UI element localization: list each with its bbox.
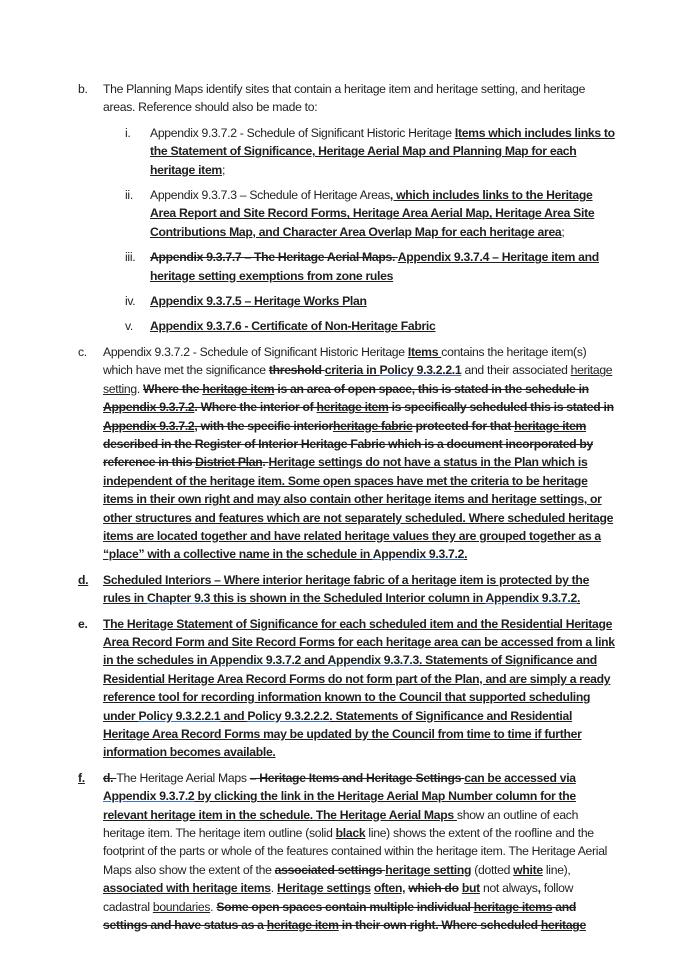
text-run: The Planning Maps identify sites that contain a heritage item and heritage setting, and heritage areas. Reference should also be made to: xyxy=(103,82,586,115)
text-run: The Heritage Statement of Significance for each scheduled item and the Residential Heritage Area Record Form and Site Record Forms for each heritage area can be accessed from a link in the schedules in xyxy=(103,616,615,668)
text-run: Policy 9.3.2.2.1 xyxy=(138,708,221,723)
list-marker-i: i. xyxy=(125,125,131,140)
list-marker-c: c. xyxy=(78,344,87,359)
text-run: line) shows the extent of the roofline and the footprint of the parts or whole of the features contained within the heritage item. The Heritage Aerial Maps also show the extent of the xyxy=(103,826,608,877)
text-run: heritage item xyxy=(202,381,275,396)
text-run: , with the specific interior xyxy=(194,418,333,433)
text-run: . xyxy=(270,881,277,896)
text-run: heritage fabric xyxy=(332,418,413,433)
text-run: Appendix 9.3.7.6 - Certificate of Non-Heritage Fabric xyxy=(150,319,436,334)
paragraph-text-b xyxy=(103,80,615,117)
paragraph-text-iv xyxy=(150,292,615,310)
text-run: heritage setting xyxy=(385,862,472,877)
text-run: and xyxy=(301,653,328,668)
paragraph-iv xyxy=(125,292,615,310)
text-run: associated with heritage items xyxy=(103,881,271,896)
document-body xyxy=(78,80,615,934)
text-run: . Where the interior of xyxy=(194,400,317,415)
text-run: and xyxy=(220,708,248,723)
text-run: Appendix 9.3.7.3 xyxy=(327,653,419,668)
paragraph-text-v xyxy=(150,317,615,335)
paragraph-text-f xyxy=(103,769,615,935)
paragraph-text-ii xyxy=(150,186,615,241)
text-run: but xyxy=(461,881,480,896)
text-run: Appendix 9.3.7.2 xyxy=(103,400,195,415)
text-run: . xyxy=(136,381,143,396)
text-run: criteria in xyxy=(324,363,380,378)
text-run: Policy 9.3.2.2.2 xyxy=(247,708,330,723)
text-run: Appendix 9.3.7.2 xyxy=(372,547,465,562)
text-run: ; xyxy=(221,162,226,177)
text-run: heritage setting xyxy=(103,363,613,396)
text-run: is an area of open space, this is stated in the schedule in xyxy=(274,381,589,396)
paragraph-e xyxy=(78,615,615,762)
text-run: white xyxy=(513,862,543,877)
text-run: (dotted xyxy=(471,862,514,877)
text-run: ; xyxy=(561,224,565,239)
list-marker-d: d. xyxy=(78,572,89,587)
text-run: . xyxy=(464,547,468,562)
text-run: boundaries xyxy=(152,899,211,914)
list-marker-ii: ii. xyxy=(125,188,133,203)
text-run: often, xyxy=(373,881,406,896)
list-marker-b: b. xyxy=(78,82,88,96)
text-run: show an outline of each heritage item. The heritage item outline (solid xyxy=(103,807,579,841)
text-run: . xyxy=(576,591,581,606)
paragraph-b xyxy=(78,80,615,117)
text-run: . Statements of Significance and Residential Heritage Area Record Forms do not form part of the Plan, and are simply a ready reference tool for recording information known to the Council that supported scheduling under xyxy=(103,653,611,723)
text-run: heritage item xyxy=(266,918,339,933)
text-run: Appendix 9.3.7.2 xyxy=(103,789,195,804)
text-run: heritage item xyxy=(514,418,587,433)
list-marker-f: f. xyxy=(78,770,85,785)
text-run: heritage xyxy=(540,918,586,933)
text-run: line), xyxy=(542,862,571,877)
text-run: . Statements of Significance and Residential Heritage Area Record Forms may be updated by the Council from time to time if further information becomes available. xyxy=(103,708,582,760)
paragraph-v xyxy=(125,317,615,335)
text-run: Appendix 9.3.7.2 xyxy=(103,418,195,433)
text-run: Appendix 9.3.7.2 - Schedule of Significant Historic Heritage xyxy=(150,125,455,140)
list-marker-v: v. xyxy=(125,319,133,334)
text-run: , which includes links to the Heritage Area Report and Site Record Forms, Heritage Area Aerial Map, Heritage Area Site Contributions Map, and Character Area Overlap Map for each heritage area xyxy=(150,188,595,239)
text-run: Appendix 9.3.7.2 - Schedule of Significant Historic Heritage xyxy=(103,344,408,359)
text-run: in their own right. Where scheduled xyxy=(338,918,541,933)
text-run: Items xyxy=(407,344,442,359)
paragraph-text-i xyxy=(150,124,615,179)
text-run: Heritage settings xyxy=(276,881,371,896)
text-run: Heritage settings do not have a status in the Plan which is independent of the heritage item. Some open spaces have met the criteria to be heritage items in their own right and may also contain other heritage items and heritage settings, or other structures and features which are not separately scheduled. Where scheduled heritage items are located together and have related heritage values they are grouped together as a “place” with a collective name in the schedule in xyxy=(103,455,614,562)
text-run: not always xyxy=(479,881,538,896)
text-run: . xyxy=(210,899,217,914)
paragraph-i xyxy=(125,124,615,179)
text-run: – Heritage Items and Heritage Settings xyxy=(249,770,465,785)
text-run: Appendix 9.3.7.3 – Schedule of Heritage Areas xyxy=(150,188,390,203)
paragraph-f xyxy=(78,769,615,935)
text-run: Where the xyxy=(143,381,203,396)
text-run: Chapter 9.3 xyxy=(147,591,211,606)
paragraph-text-d xyxy=(103,571,615,608)
text-run: Appendix 9.3.7.2 xyxy=(485,591,577,606)
text-run: heritage item xyxy=(316,400,389,415)
text-run: . xyxy=(262,455,269,470)
text-run: Some open spaces contain multiple individual xyxy=(216,899,474,914)
text-run: Appendix 9.3.7.4 – Heritage item and heritage setting exemptions from zone rules xyxy=(150,250,599,283)
text-run: is specifically scheduled this is stated in xyxy=(388,400,614,415)
text-run: follow cadastral xyxy=(103,881,574,914)
text-run: can be accessed via xyxy=(464,770,576,785)
text-run: Appendix 9.3.7.2 xyxy=(209,653,302,668)
text-run: described in the Register of Interior Heritage Fabric which is a document incorporated by reference in this xyxy=(103,436,594,470)
text-run: associated settings xyxy=(274,862,386,877)
paragraph-text-e xyxy=(103,615,615,762)
paragraph-text-iii xyxy=(150,248,615,285)
text-run: black xyxy=(335,826,366,841)
text-run: heritage items xyxy=(473,899,553,914)
text-run: d. xyxy=(103,770,117,785)
text-run: and their associated xyxy=(461,363,571,378)
text-run: The Heritage Aerial Maps xyxy=(116,770,250,785)
text-run: District Plan xyxy=(195,455,263,470)
text-run: which do xyxy=(408,881,459,896)
text-run: contains the heritage item(s) which have met the significance xyxy=(103,344,587,378)
text-run: threshold xyxy=(268,363,325,378)
list-marker-e: e. xyxy=(78,616,88,631)
text-run: Scheduled Interiors – Where interior heritage fabric of a heritage item is protected by the rules in xyxy=(103,572,590,606)
paragraph-iii xyxy=(125,248,615,285)
paragraph-d xyxy=(78,571,615,608)
list-marker-iv: iv. xyxy=(125,294,136,309)
text-run: Appendix 9.3.7.7 – The Heritage Aerial Maps. xyxy=(150,250,398,265)
paragraph-text-c xyxy=(103,343,615,564)
text-run: Policy 9.3.2.2.1 xyxy=(379,363,462,378)
text-run: this is shown in the Scheduled Interior column in xyxy=(210,591,486,606)
text-run: and settings and have status as a xyxy=(103,899,577,933)
paragraph-c xyxy=(78,343,615,564)
text-run: by clicking the link in the Heritage Aerial Map Number column for the relevant heritage item in the schedule. The Heritage Aerial Maps xyxy=(103,789,576,822)
paragraph-ii xyxy=(125,186,615,241)
text-run: Items which includes links to the Statement of Significance, Heritage Aerial Map and Planning Map for each heritage item xyxy=(150,125,615,177)
text-run: , xyxy=(537,881,541,896)
text-run: protected for that xyxy=(412,418,515,433)
text-run: Appendix 9.3.7.5 – Heritage Works Plan xyxy=(150,294,367,309)
list-marker-iii: iii. xyxy=(125,250,136,265)
